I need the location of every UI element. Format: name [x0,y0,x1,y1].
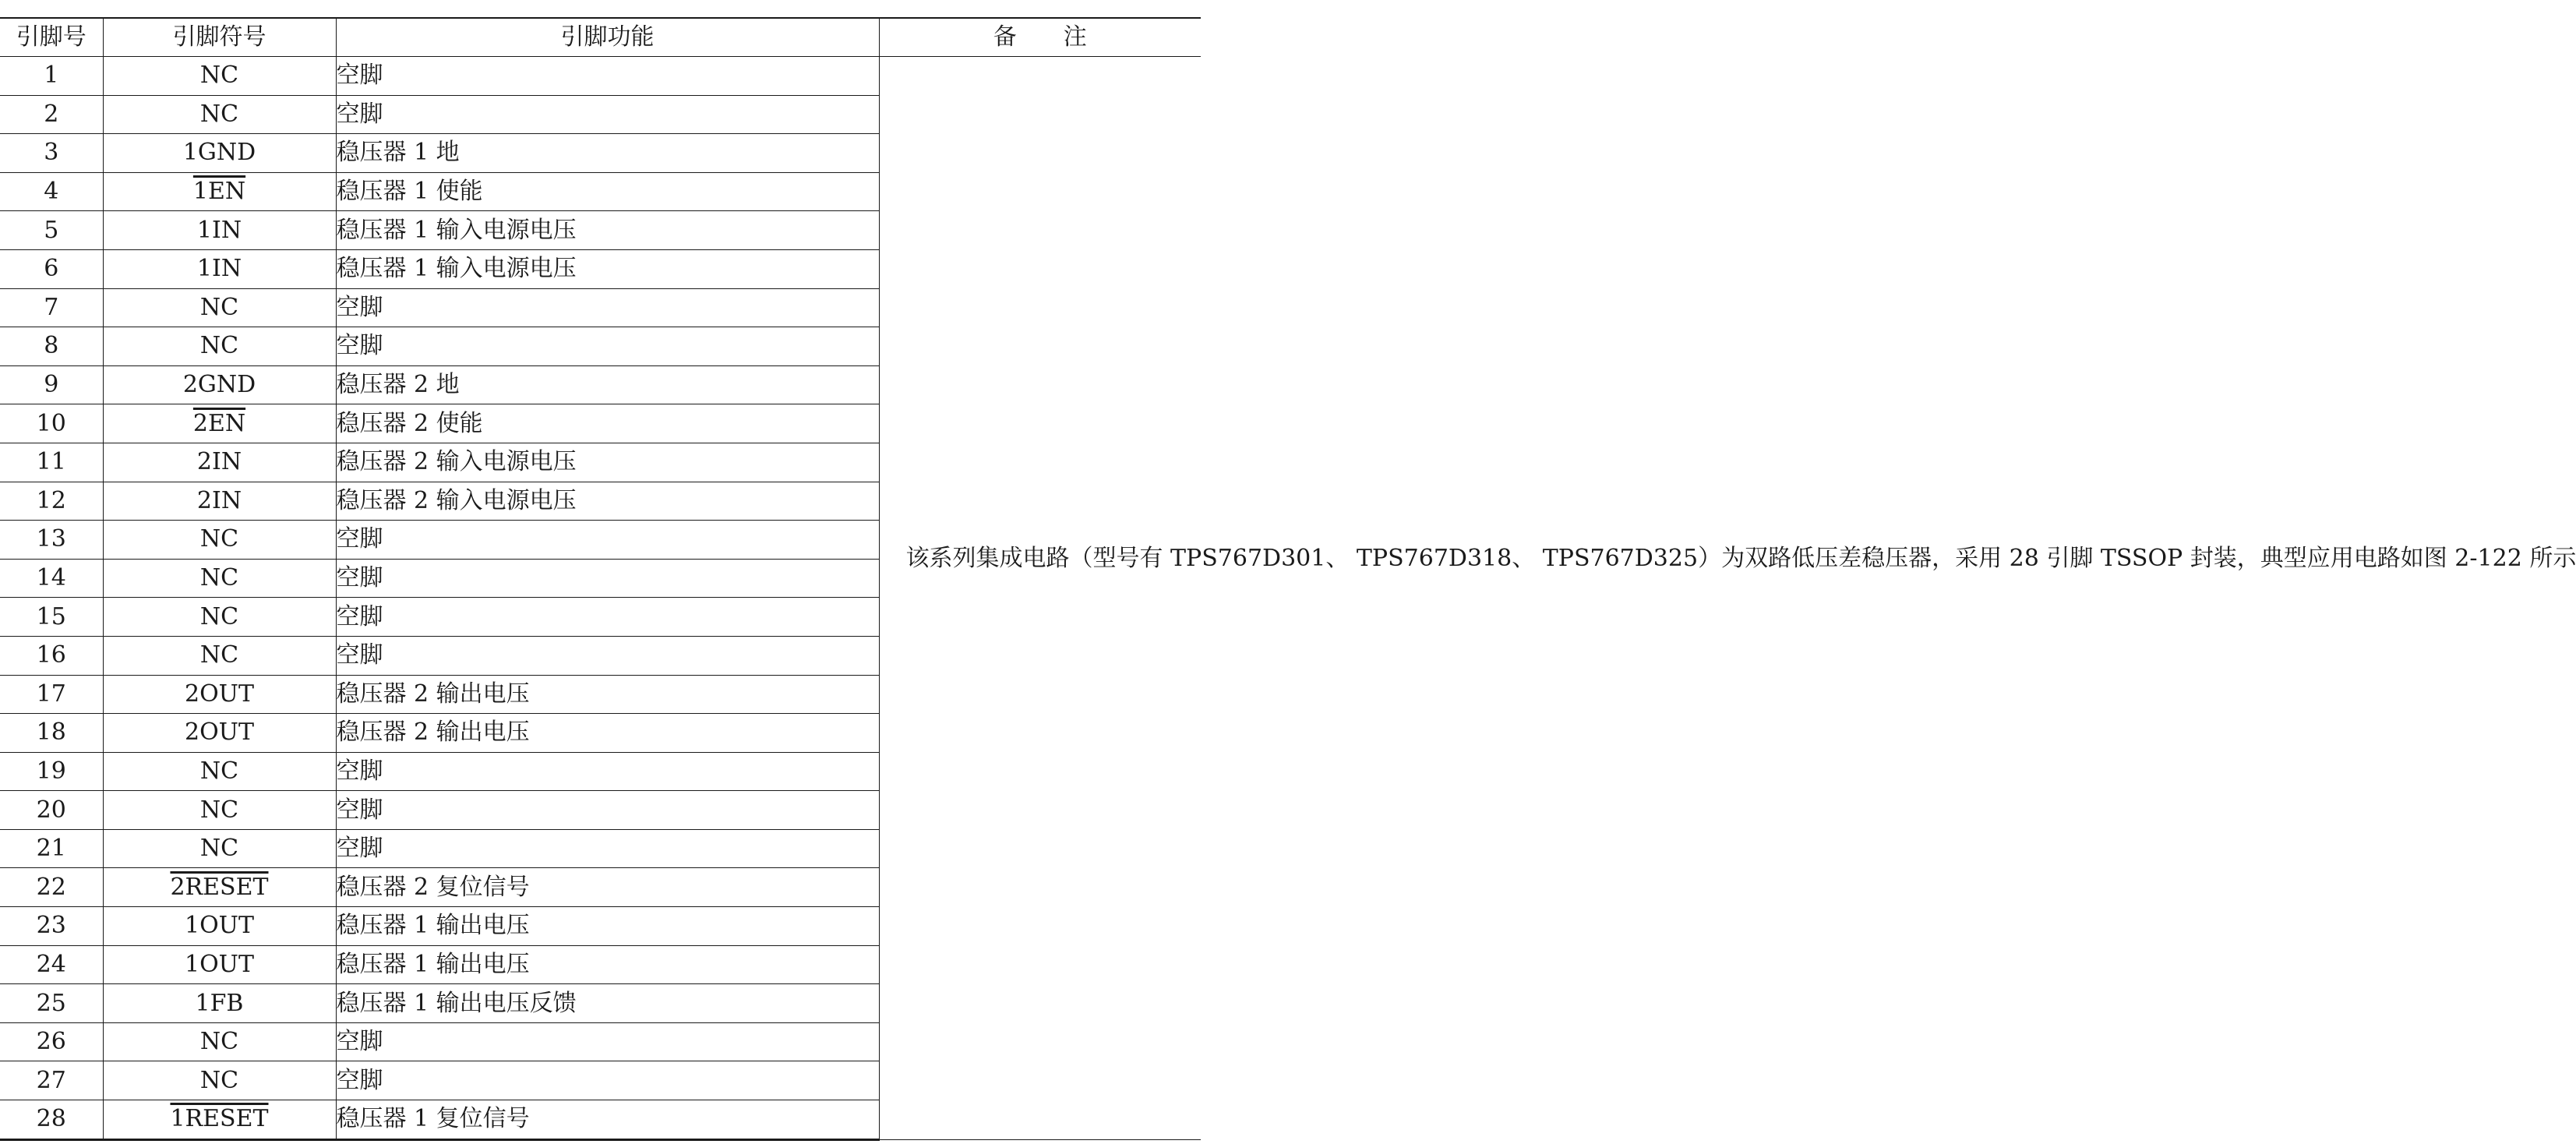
pin-number-cell: 5 [0,211,103,250]
pin-function-cell: 稳压器 2 输出电压 [336,714,879,753]
pin-symbol-cell [103,521,336,560]
header-pin-no: 引脚号 [0,19,103,57]
table-row [0,57,1201,96]
pin-function-cell: 空脚 [336,636,879,675]
pin-symbol: 2IN [196,448,242,476]
pin-symbol: NC [199,564,239,592]
pin-symbol-cell [103,327,336,366]
pin-symbol-cell [103,95,336,134]
pin-function-cell: 空脚 [336,95,879,134]
pin-symbol: NC [199,525,239,553]
pin-function-cell: 空脚 [336,327,879,366]
pin-number-cell: 17 [0,675,103,714]
pin-number-cell: 13 [0,521,103,560]
pin-symbol: NC [199,100,239,128]
pin-symbol-cell [103,907,336,946]
pin-symbol-active-low: 2EN [192,409,246,437]
pin-number-cell: 3 [0,134,103,173]
pin-number-cell: 28 [0,1100,103,1140]
pin-number-cell: 4 [0,172,103,211]
pin-number-cell: 6 [0,249,103,288]
pin-number-cell: 9 [0,365,103,404]
pin-function-cell: 空脚 [336,791,879,830]
pin-function-cell: 空脚 [336,559,879,598]
pin-symbol-cell [103,134,336,173]
pin-number-cell: 8 [0,327,103,366]
pin-function-cell: 空脚 [336,598,879,637]
pin-number-cell: 27 [0,1061,103,1100]
pin-symbol-cell [103,714,336,753]
pin-symbol-cell [103,57,336,96]
remarks-cell [879,57,2576,1140]
pin-number-cell: 11 [0,443,103,482]
pin-number-cell: 19 [0,752,103,791]
pin-number-cell: 2 [0,95,103,134]
pin-number-cell: 23 [0,907,103,946]
pin-number-cell: 16 [0,636,103,675]
pin-symbol-active-low: 1RESET [170,1105,269,1133]
pin-symbol-cell [103,945,336,984]
pin-symbol-cell [103,482,336,521]
pin-number-cell: 18 [0,714,103,753]
pin-symbol: 1OUT [185,950,254,978]
pin-symbol-cell [103,791,336,830]
pin-symbol: 1FB [195,989,244,1017]
pin-function-cell: 稳压器 2 地 [336,365,879,404]
pin-symbol-cell [103,675,336,714]
pin-symbol: NC [199,641,239,669]
pin-function-cell: 稳压器 2 使能 [336,404,879,443]
pin-function-cell: 稳压器 1 复位信号 [336,1100,879,1140]
pin-function-cell: 空脚 [336,1061,879,1100]
pin-number-cell: 15 [0,598,103,637]
pin-symbol-cell [103,1100,336,1140]
pin-function-cell: 稳压器 2 输出电压 [336,675,879,714]
header-pin-symbol: 引脚符号 [103,19,336,57]
pin-number-cell: 25 [0,984,103,1023]
pin-symbol-cell [103,636,336,675]
pin-symbol-cell [103,1061,336,1100]
pin-function-cell: 稳压器 2 输入电源电压 [336,482,879,521]
pin-function-cell: 空脚 [336,829,879,868]
pin-symbol: 1IN [196,255,242,283]
pin-symbol: NC [199,332,239,360]
pin-function-cell: 空脚 [336,752,879,791]
pin-number-cell: 21 [0,829,103,868]
pin-function-cell: 空脚 [336,288,879,327]
table-header-row [0,19,1201,57]
pin-symbol: NC [199,796,239,824]
pin-number-cell: 22 [0,868,103,907]
pin-symbol: NC [199,757,239,785]
remarks-text: 该系列集成电路（型号有 TPS767D301、 TPS767D318、 TPS767D325）为双路低压差稳压器，采用 28 引脚 TSSOP 封装，典型应用电路如图 2-122 所示 [905,545,2576,573]
pin-function-cell: 稳压器 1 输出电压 [336,907,879,946]
pin-symbol-cell [103,752,336,791]
pin-symbol-cell [103,598,336,637]
pin-symbol-cell [103,288,336,327]
pin-symbol-cell [103,1022,336,1061]
pin-number-cell: 12 [0,482,103,521]
pin-symbol-cell [103,868,336,907]
pin-symbol-cell [103,984,336,1023]
pin-symbol-cell [103,365,336,404]
pin-symbol: 2IN [196,486,242,514]
pin-number-cell: 14 [0,559,103,598]
pin-function-cell: 稳压器 1 使能 [336,172,879,211]
pin-function-cell: 空脚 [336,521,879,560]
pin-symbol: NC [199,1066,239,1094]
pin-symbol: 2OUT [185,719,254,747]
pin-function-cell: 稳压器 2 复位信号 [336,868,879,907]
pin-symbol-cell [103,249,336,288]
pin-number-cell: 1 [0,57,103,96]
pin-symbol-cell [103,172,336,211]
pin-symbol-cell [103,829,336,868]
pin-number-cell: 26 [0,1022,103,1061]
pin-symbol-cell [103,211,336,250]
header-pin-function: 引脚功能 [336,19,879,57]
pin-function-cell: 稳压器 2 输入电源电压 [336,443,879,482]
pin-symbol: NC [199,835,239,863]
pin-symbol: NC [199,1028,239,1056]
pin-symbol: 1IN [196,216,242,244]
pin-symbol: NC [199,293,239,321]
pin-symbol: NC [199,62,239,90]
pin-symbol-cell [103,559,336,598]
pin-function-cell: 稳压器 1 输出电压反馈 [336,984,879,1023]
pin-symbol: 2OUT [185,680,254,708]
pin-function-cell: 稳压器 1 地 [336,134,879,173]
pin-symbol-cell [103,404,336,443]
pin-function-cell: 空脚 [336,57,879,96]
pin-symbol: 1OUT [185,912,254,940]
pin-function-cell: 稳压器 1 输出电压 [336,945,879,984]
pin-number-cell: 10 [0,404,103,443]
pin-symbol: NC [199,602,239,630]
pin-function-cell: 稳压器 1 输入电源电压 [336,211,879,250]
pin-symbol-active-low: 2RESET [170,873,269,901]
pin-number-cell: 20 [0,791,103,830]
pin-number-cell: 7 [0,288,103,327]
header-remarks: 备 注 [879,19,1201,57]
pin-number-cell: 24 [0,945,103,984]
pin-function-cell: 空脚 [336,1022,879,1061]
pin-symbol-cell [103,443,336,482]
pin-function-table [0,19,2576,1141]
pin-symbol: 1GND [182,139,256,167]
pin-function-cell: 稳压器 1 输入电源电压 [336,249,879,288]
pin-symbol-active-low: 1EN [192,178,246,206]
pin-symbol: 2GND [182,371,256,399]
